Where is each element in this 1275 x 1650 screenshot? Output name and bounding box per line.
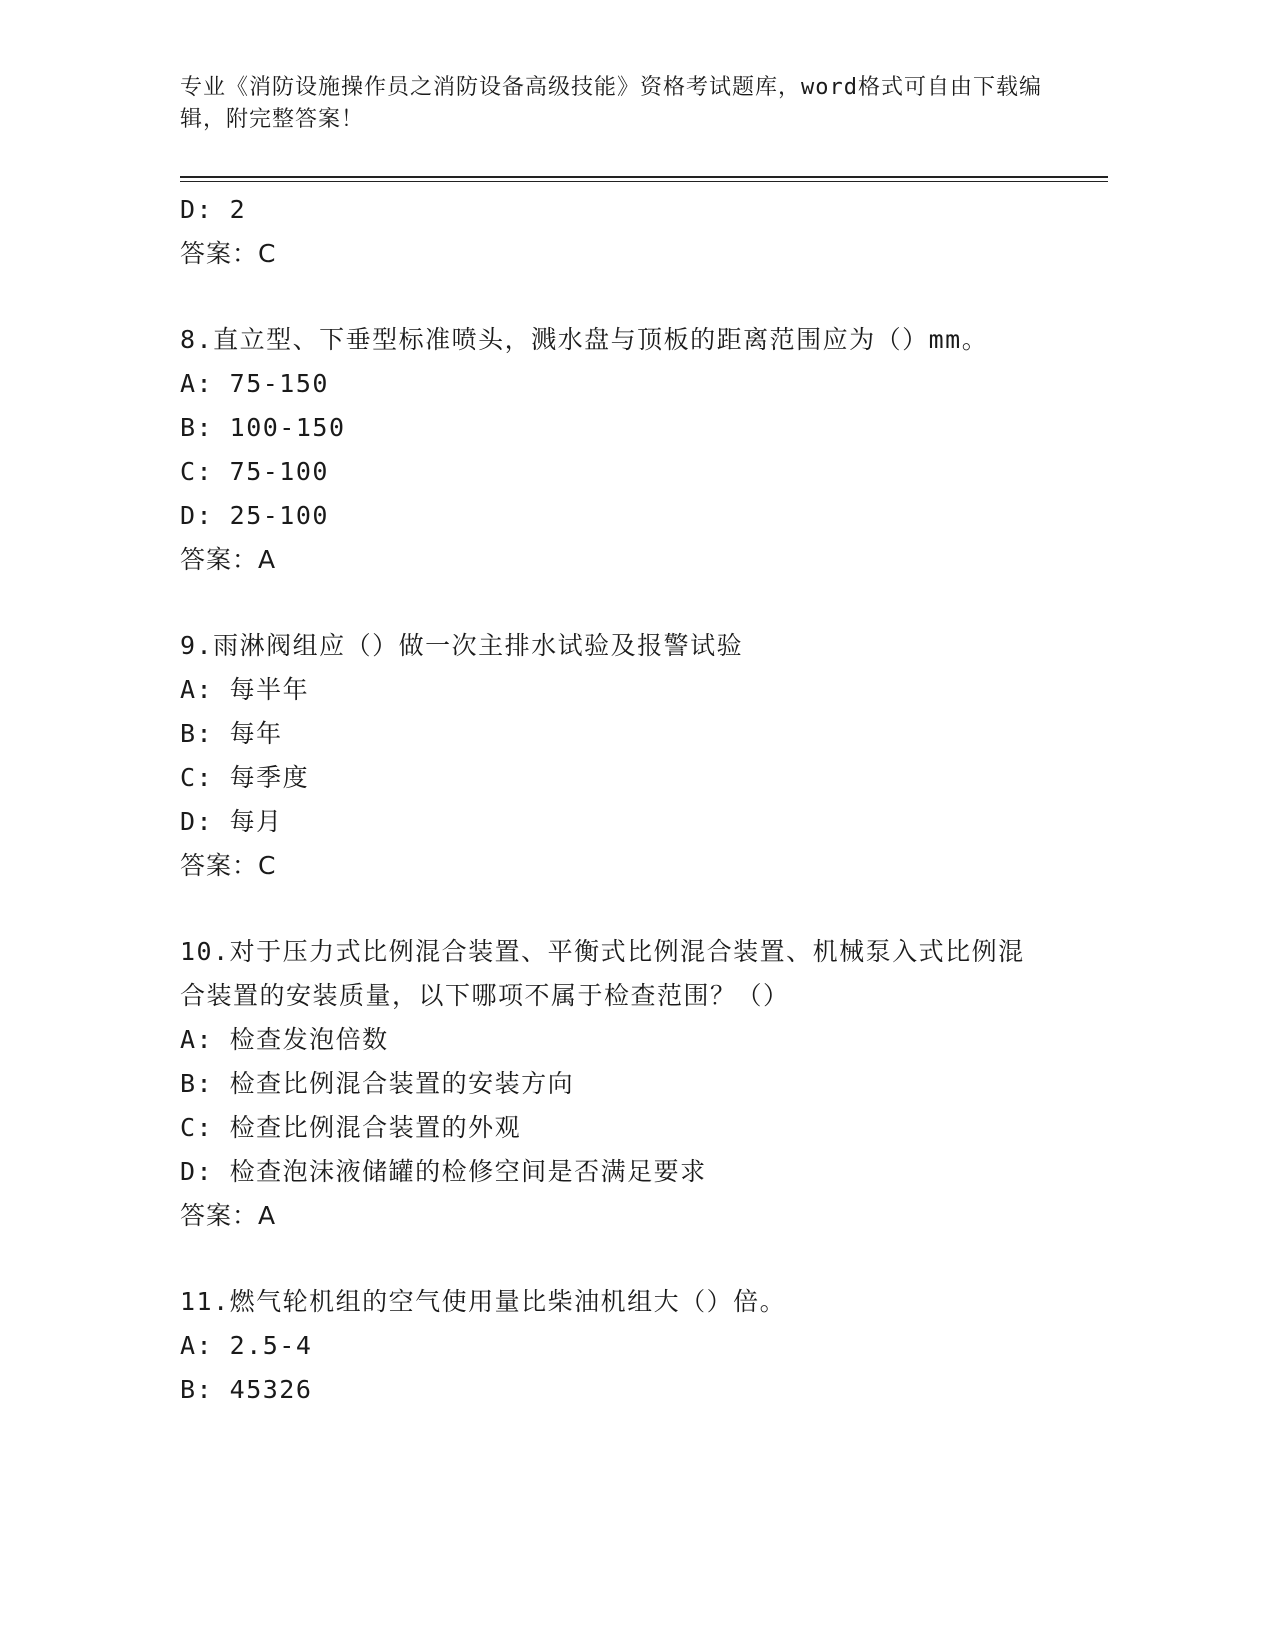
question-list	[180, 188, 1060, 1412]
question-block-9	[180, 624, 1060, 888]
option-c: C: 75-100	[180, 457, 329, 486]
option-a: A: 每半年	[180, 675, 310, 704]
option-b: B: 100-150	[180, 413, 346, 442]
option-b: B: 45326	[180, 1375, 313, 1404]
question-text: 10.对于压力式比例混合装置、平衡式比例混合装置、机械泵入式比例混合装置的安装质量，以下哪项不属于检查范围？（）	[180, 937, 1025, 1010]
option-d: D: 25-100	[180, 501, 329, 530]
question-block-11	[180, 1280, 1060, 1412]
option-a: A: 75-150	[180, 369, 329, 398]
option-c: C: 检查比例混合装置的外观	[180, 1113, 522, 1142]
answer-line: 答案：C	[180, 851, 277, 880]
option-c: C: 每季度	[180, 763, 310, 792]
question-block-8	[180, 318, 1060, 582]
option-d: D: 2	[180, 195, 247, 224]
answer-line: 答案：C	[180, 239, 277, 268]
option-a: A: 检查发泡倍数	[180, 1025, 389, 1054]
answer-line: 答案：A	[180, 1201, 277, 1230]
option-b: B: 每年	[180, 719, 283, 748]
header-divider-thin	[180, 181, 1108, 182]
header-divider-thick	[180, 176, 1108, 178]
option-a: A: 2.5-4	[180, 1331, 313, 1360]
option-b: B: 检查比例混合装置的安装方向	[180, 1069, 575, 1098]
question-block-7-tail	[180, 188, 1060, 276]
answer-line: 答案：A	[180, 545, 277, 574]
document-header: 专业《消防设施操作员之消防设备高级技能》资格考试题库，word格式可自由下载编辑，附完整答案！	[180, 75, 1042, 132]
option-d: D: 每月	[180, 807, 283, 836]
question-text: 9.雨淋阀组应（）做一次主排水试验及报警试验	[180, 631, 744, 660]
option-d: D: 检查泡沫液储罐的检修空间是否满足要求	[180, 1157, 707, 1186]
question-text: 8.直立型、下垂型标准喷头，溅水盘与顶板的距离范围应为（）mm。	[180, 325, 989, 354]
question-block-10	[180, 930, 1060, 1238]
question-text: 11.燃气轮机组的空气使用量比柴油机组大（）倍。	[180, 1287, 787, 1316]
